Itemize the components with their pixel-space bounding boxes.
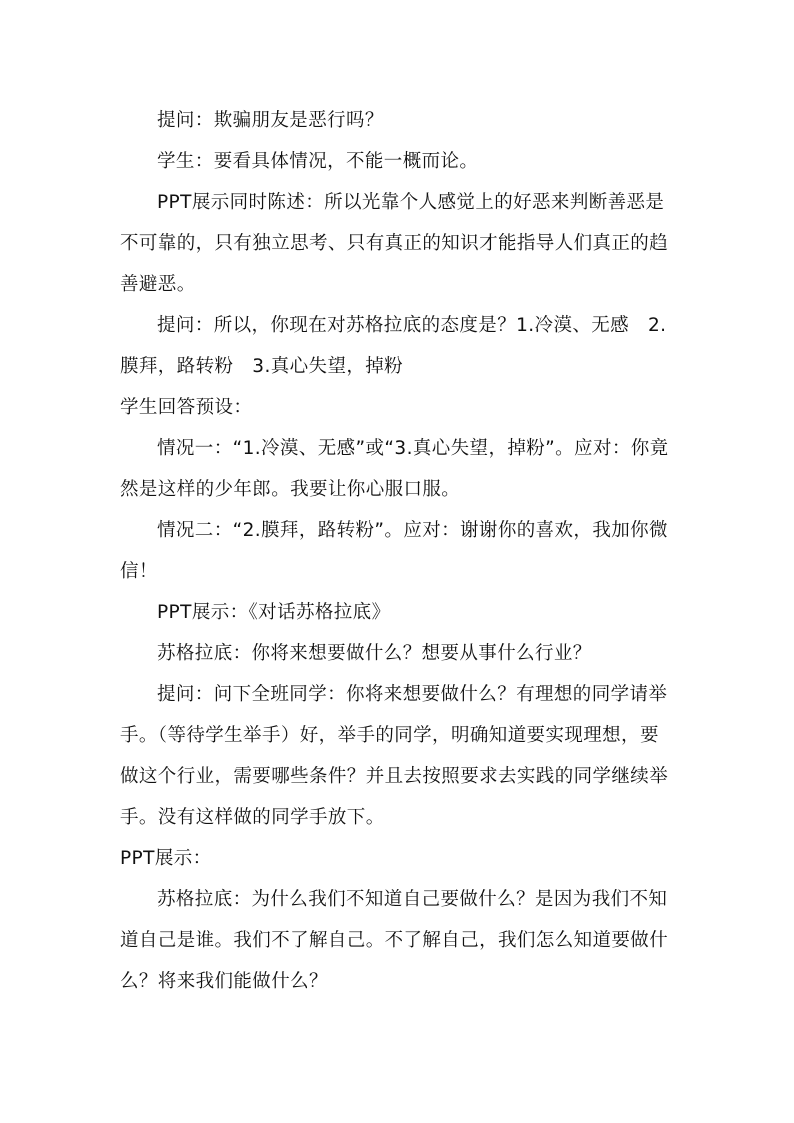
paragraph-question-attitude: 提问：所以，你现在对苏格拉底的态度是？1.冷漠、无感 2.膜拜，路转粉 3.真心失望，掉粉 bbox=[120, 315, 667, 377]
paragraph-student-answer-depends: 学生：要看具体情况，不能一概而论。 bbox=[157, 151, 479, 172]
paragraph-socrates-question: 苏格拉底：你将来想要做什么？想要从事什么行业？ bbox=[157, 643, 592, 664]
paragraph-socrates-why: 苏格拉底：为什么我们不知道自己要做什么？是因为我们不知道自己是谁。我们不了解自己。不了解自己，我们怎么知道要做什么？将来我们能做什么？ bbox=[120, 889, 669, 992]
paragraph-class-question: 提问：问下全班同学：你将来想要做什么？有理想的同学请举手。（等待学生举手）好，举手的同学，明确知道要实现理想，要做这个行业，需要哪些条件？并且去按照要求去实践的同学继续举手。没有这样做的同学手放下。 bbox=[120, 684, 669, 828]
document-body bbox=[120, 100, 676, 1002]
paragraph-student-answer-preset: 学生回答预设： bbox=[120, 397, 253, 418]
paragraph-ppt-statement: PPT展示同时陈述：所以光靠个人感觉上的好恶来判断善恶是不可靠的，只有独立思考、只有真正的知识才能指导人们真正的趋善避恶。 bbox=[120, 192, 669, 295]
paragraph-ppt-dialogue-title: PPT展示：《对话苏格拉底》 bbox=[157, 602, 391, 623]
paragraph-case-two: 情况二：“2.膜拜，路转粉”。应对：谢谢你的喜欢，我加你微信！ bbox=[120, 520, 668, 582]
paragraph-case-one: 情况一：“1.冷漠、无感”或“3.真心失望，掉粉”。应对：你竟然是这样的少年郎。我要让你心服口服。 bbox=[120, 438, 669, 500]
paragraph-question-deceive-friend: 提问：欺骗朋友是恶行吗？ bbox=[157, 110, 384, 131]
paragraph-ppt-show: PPT展示： bbox=[120, 848, 212, 869]
